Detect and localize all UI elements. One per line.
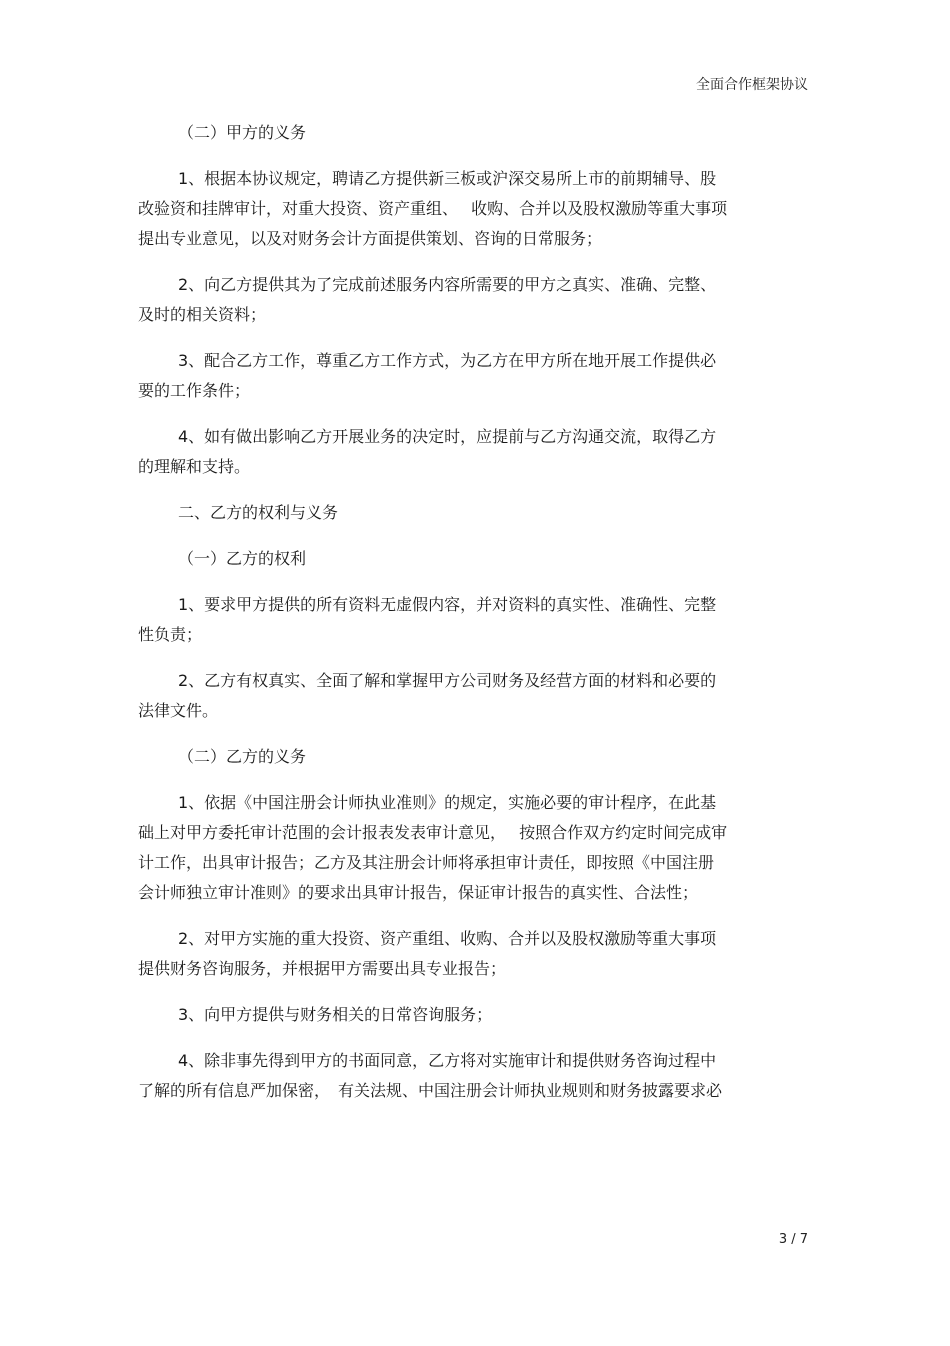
text-line: 1、根据本协议规定，聘请乙方提供新三板或沪深交易所上市的前期辅导、股 [178,169,717,188]
running-header: 全面合作框架协议 [696,77,808,93]
text-line: 改验资和挂牌审计，对重大投资、资产重组、 收购、合并以及股权激励等重大事项 [138,199,728,218]
header-divider [138,98,808,99]
text-line: 二、乙方的权利与义务 [178,503,339,522]
text-line: 2、向乙方提供其为了完成前述服务内容所需要的甲方之真实、准确、完整、 [178,275,717,294]
text-line: 提出专业意见，以及对财务会计方面提供策划、咨询的日常服务； [138,229,603,248]
clause-paragraph [138,422,810,482]
text-line: （二）甲方的义务 [178,123,307,142]
text-line: 及时的相关资料； [138,305,267,324]
text-line: 2、乙方有权真实、全面了解和掌握甲方公司财务及经营方面的材料和必要的 [178,671,717,690]
clause-paragraph [138,590,810,650]
section-heading [138,544,810,574]
text-line: 提供财务咨询服务，并根据甲方需要出具专业报告； [138,959,507,978]
clause-paragraph [138,164,810,254]
document-body [138,118,810,1122]
clause-paragraph [138,346,810,406]
text-line: 4、如有做出影响乙方开展业务的决定时，应提前与乙方沟通交流，取得乙方 [178,427,717,446]
text-line: 的理解和支持。 [138,457,251,476]
page-number: 3 / 7 [778,1232,808,1247]
clause-paragraph [138,924,810,984]
text-line: （一）乙方的权利 [178,549,307,568]
clause-paragraph [138,1000,810,1030]
text-line: 3、配合乙方工作，尊重乙方工作方式，为乙方在甲方所在地开展工作提供必 [178,351,717,370]
section-heading [138,118,810,148]
text-line: 会计师独立审计准则》的要求出具审计报告，保证审计报告的真实性、合法性； [138,883,699,902]
clause-paragraph [138,270,810,330]
text-line: 性负责； [138,625,203,644]
text-line: 础上对甲方委托审计范围的会计报表发表审计意见， 按照合作双方约定时间完成审 [138,823,728,842]
text-line: （二）乙方的义务 [178,747,307,766]
text-line: 1、依据《中国注册会计师执业准则》的规定，实施必要的审计程序，在此基 [178,793,717,812]
clause-paragraph [138,666,810,726]
text-line: 4、除非事先得到甲方的书面同意，乙方将对实施审计和提供财务咨询过程中 [178,1051,717,1070]
text-line: 2、对甲方实施的重大投资、资产重组、收购、合并以及股权激励等重大事项 [178,929,717,948]
clause-paragraph [138,1046,810,1106]
text-line: 了解的所有信息严加保密， 有关法规、中国注册会计师执业规则和财务披露要求必 [138,1081,723,1100]
clause-paragraph [138,788,810,908]
text-line: 要的工作条件； [138,381,251,400]
text-line: 1、要求甲方提供的所有资料无虚假内容，并对资料的真实性、准确性、完整 [178,595,717,614]
section-heading [138,498,810,528]
section-heading [138,742,810,772]
text-line: 3、向甲方提供与财务相关的日常咨询服务； [178,1005,493,1024]
text-line: 法律文件。 [138,701,219,720]
text-line: 计工作，出具审计报告；乙方及其注册会计师将承担审计责任，即按照《中国注册 [138,853,715,872]
